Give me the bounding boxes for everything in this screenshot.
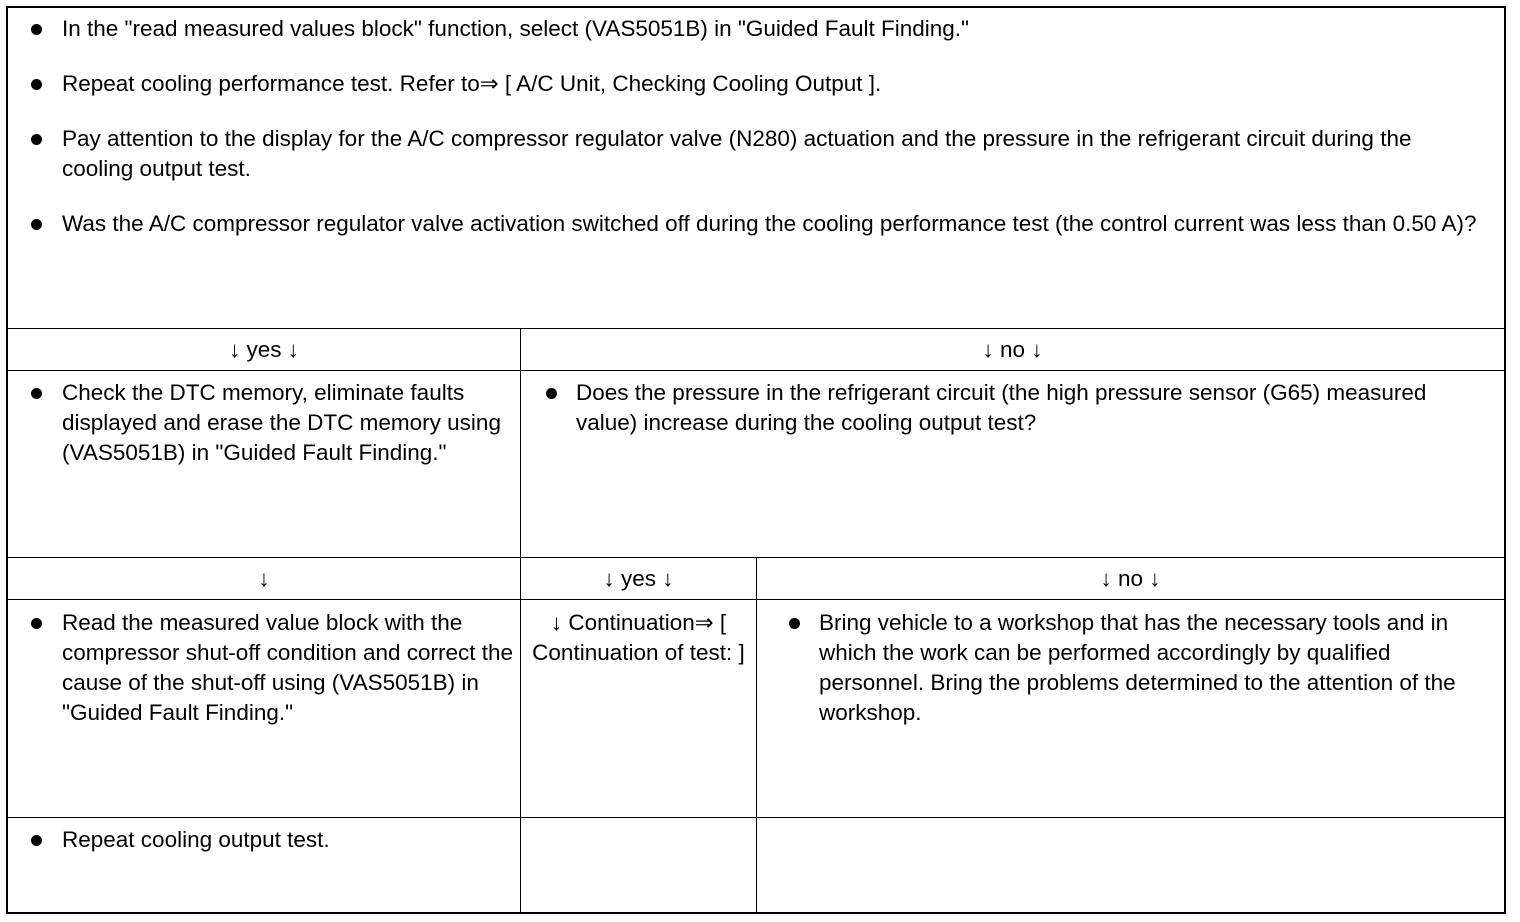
continuation-link[interactable]: ↓ Continuation⇒ [ Continuation of test: ] — [532, 610, 745, 665]
yes-branch-text: Check the DTC memory, eliminate faults displayed and erase the DTC memory using (VAS5051B) in "Guided Fault Finding." — [62, 380, 501, 465]
intro-bullet-2 — [8, 69, 1504, 124]
list-item — [521, 378, 1464, 438]
no-branch-cell — [521, 378, 1504, 548]
yes-label: ↓ yes ↓ — [228, 337, 300, 362]
intro-text-1: In the "read measured values block" function, select (VAS5051B) in "Guided Fault Finding." — [62, 16, 970, 41]
down-arrow-label: ↓ — [258, 566, 270, 591]
bullet-icon — [31, 388, 42, 399]
shutoff-cell — [8, 608, 520, 808]
intro-bullet-1 — [8, 14, 1504, 69]
divider — [8, 370, 1504, 371]
no-label: ↓ no ↓ — [982, 337, 1043, 362]
bullet-icon — [31, 835, 42, 846]
bullet-icon — [31, 219, 42, 230]
bullet-icon — [31, 618, 42, 629]
continuation-cell[interactable] — [521, 608, 756, 808]
workshop-text: Bring vehicle to a workshop that has the necessary tools and in which the work can be performed accordingly by qualified personnel. Bring the problems determined to the attention of the workshop. — [819, 610, 1456, 725]
intro-bullet-4 — [8, 209, 1504, 294]
bullet-icon — [546, 388, 557, 399]
list-item — [757, 608, 1496, 728]
repeat-test-cell — [8, 825, 520, 905]
intro-text-4: Was the A/C compressor regulator valve activation switched off during the cooling performance test (the control current was less than 0.50 A)? — [62, 211, 1477, 236]
workshop-cell — [757, 608, 1504, 808]
bullet-icon — [31, 79, 42, 90]
list-item — [8, 608, 514, 728]
no-label-2: ↓ no ↓ — [1100, 566, 1161, 591]
intro-bullet-3 — [8, 124, 1504, 209]
bullet-icon — [31, 134, 42, 145]
no-branch-text: Does the pressure in the refrigerant circuit (the high pressure sensor (G65) measured value) increase during the cooling output test? — [576, 380, 1427, 435]
yes-branch-cell — [8, 378, 520, 548]
repeat-test-text: Repeat cooling output test. — [62, 827, 330, 852]
bullet-icon — [31, 24, 42, 35]
list-item — [8, 825, 520, 855]
intro-text-3: Pay attention to the display for the A/C compressor regulator valve (N280) actuation and the pressure in the refrigerant circuit during the cooling output test. — [62, 126, 1412, 181]
list-item — [8, 378, 514, 468]
intro-section — [8, 14, 1504, 326]
intro-text-2: Repeat cooling performance test. Refer to⇒ [ A/C Unit, Checking Cooling Output ]. — [62, 71, 882, 96]
procedure-table — [6, 6, 1506, 914]
bullet-icon — [789, 618, 800, 629]
yes-label-2: ↓ yes ↓ — [603, 566, 674, 591]
shutoff-text: Read the measured value block with the compressor shut-off condition and correct the cause of the shut-off using (VAS5051B) in "Guided Fault Finding." — [62, 610, 514, 725]
